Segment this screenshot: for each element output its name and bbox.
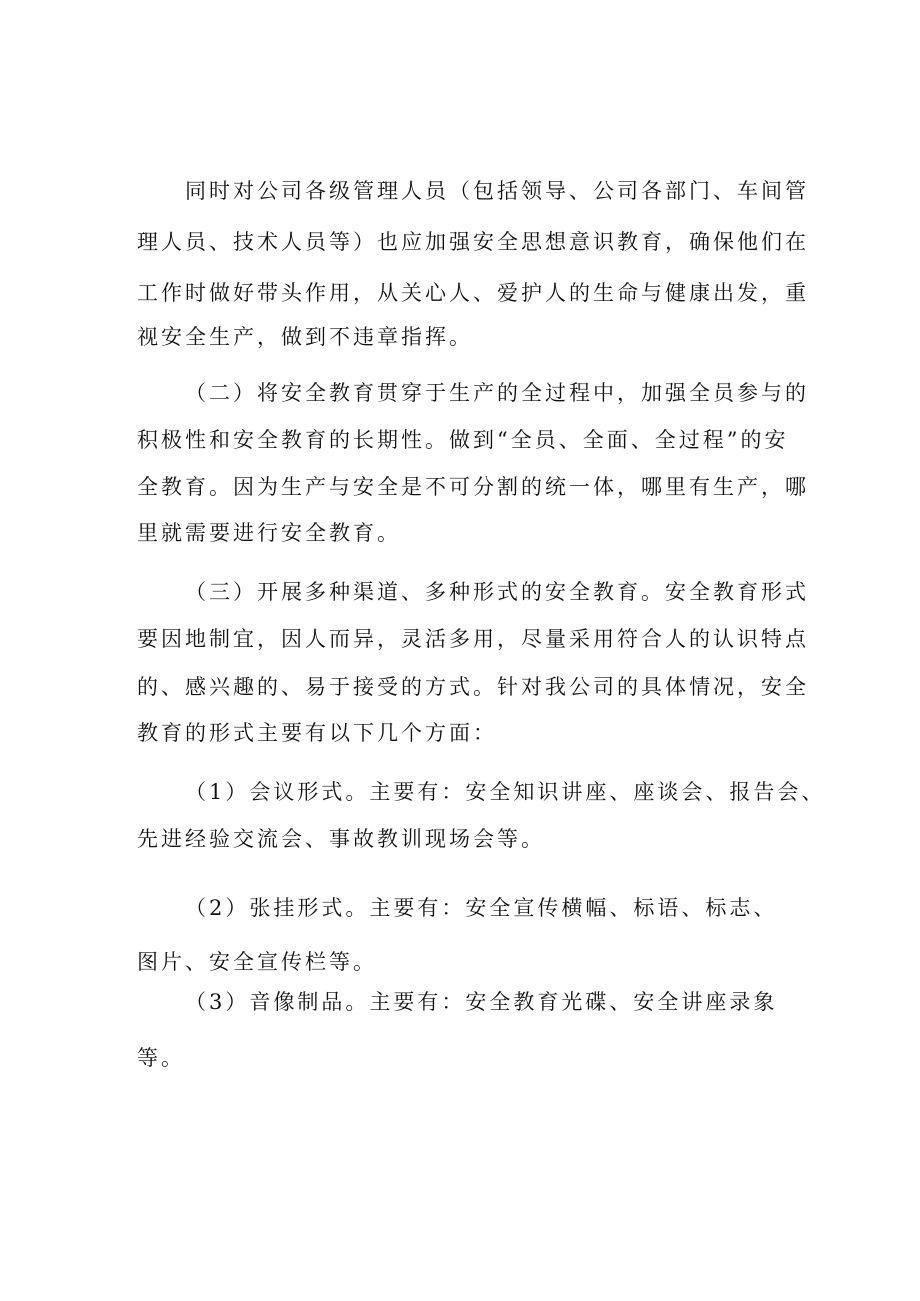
item-2-line-2: 图片、安全宣传栏等。 bbox=[137, 950, 377, 974]
paragraph-3-line-1: （三）开展多种渠道、多种形式的安全教育。安全教育形式 bbox=[185, 580, 809, 604]
paragraph-3-line-2: 要因地制宜，因人而异，灵活多用，尽量采用符合人的认识特点 bbox=[137, 627, 809, 651]
item-2-line-1: （2）张挂形式。主要有：安全宣传横幅、标语、标志、 bbox=[185, 896, 778, 920]
item-1-line-1: （1）会议形式。主要有：安全知识讲座、座谈会、报告会、 bbox=[185, 780, 826, 804]
paragraph-1-line-4: 视安全生产，做到不违章指挥。 bbox=[137, 325, 473, 349]
paragraph-1-line-1: 同时对公司各级管理人员（包括领导、公司各部门、车间管 bbox=[185, 179, 809, 203]
paragraph-1-line-3: 工作时做好带头作用，从关心人、爱护人的生命与健康出发，重 bbox=[137, 281, 809, 305]
paragraph-3-line-4: 教育的形式主要有以下几个方面： bbox=[137, 721, 497, 745]
paragraph-1-line-2: 理人员、技术人员等）也应加强安全思想意识教育，确保他们在 bbox=[137, 230, 809, 254]
paragraph-2-line-2: 积极性和安全教育的长期性。做到“全员、全面、全过程”的安 bbox=[137, 428, 789, 452]
paragraph-2-line-3: 全教育。因为生产与安全是不可分割的统一体，哪里有生产，哪 bbox=[137, 475, 809, 499]
item-3-line-2: 等。 bbox=[137, 1046, 185, 1070]
item-1-line-2: 先进经验交流会、事故教训现场会等。 bbox=[137, 827, 545, 851]
paragraph-3-line-3: 的、感兴趣的、易于接受的方式。针对我公司的具体情况，安全 bbox=[137, 675, 809, 699]
paragraph-2-line-1: （二）将安全教育贯穿于生产的全过程中，加强全员参与的 bbox=[185, 381, 809, 405]
paragraph-2-line-4: 里就需要进行安全教育。 bbox=[137, 521, 401, 545]
item-3-line-1: （3）音像制品。主要有：安全教育光碟、安全讲座录象 bbox=[185, 990, 778, 1014]
